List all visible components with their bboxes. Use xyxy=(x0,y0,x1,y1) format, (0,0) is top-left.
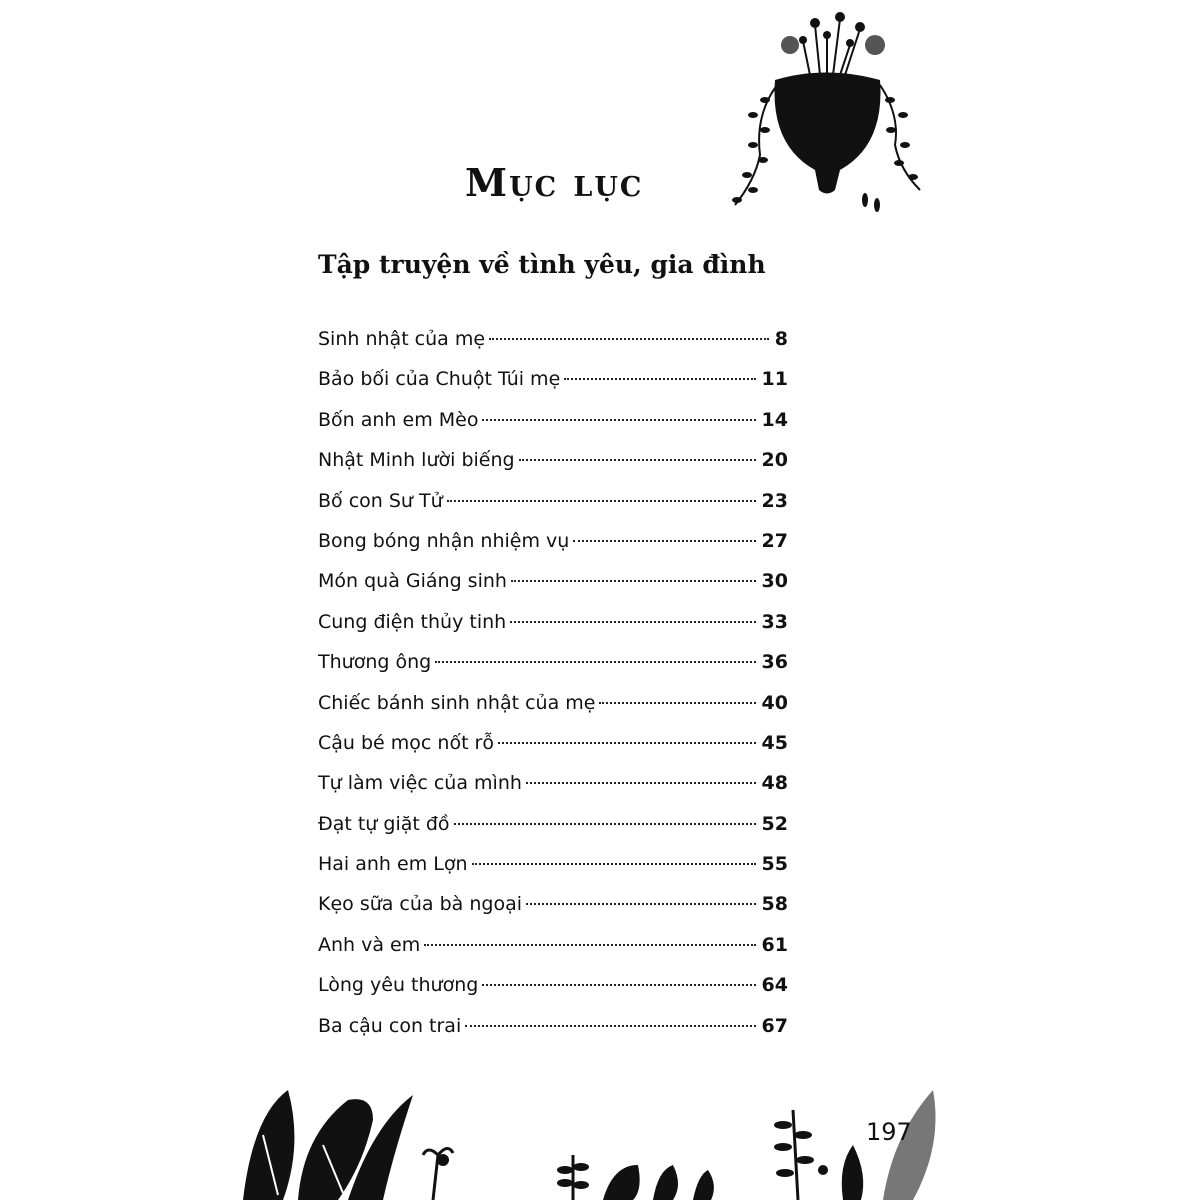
toc-entry[interactable] xyxy=(318,884,788,924)
toc-entry[interactable] xyxy=(318,319,788,359)
toc-entry-page: 11 xyxy=(761,368,788,391)
toc-entry-title: Chiếc bánh sinh nhật của mẹ xyxy=(318,691,596,714)
toc-entry[interactable] xyxy=(318,440,788,480)
dot-leader xyxy=(435,661,755,663)
dot-leader xyxy=(447,500,756,502)
page-number: 197 xyxy=(866,1118,912,1146)
dot-leader xyxy=(454,823,756,825)
toc-entry-page: 8 xyxy=(774,328,788,350)
toc-entry[interactable] xyxy=(318,844,788,884)
toc-entry-title: Thương ông xyxy=(318,651,432,674)
toc-entry-title: Kẹo sữa của bà ngoại xyxy=(318,893,522,916)
toc-entry[interactable] xyxy=(318,925,788,965)
toc-entry-page: 58 xyxy=(761,893,788,916)
page-title: Mục lục xyxy=(465,160,644,205)
dot-leader xyxy=(526,782,756,784)
dot-leader xyxy=(472,863,756,865)
toc-entry-page: 61 xyxy=(761,933,788,956)
table-of-contents xyxy=(318,319,788,1046)
toc-entry-title: Nhật Minh lười biếng xyxy=(318,449,515,472)
toc-entry-title: Lòng yêu thương xyxy=(318,974,479,997)
toc-entry-title: Anh và em xyxy=(318,933,421,956)
toc-entry-title: Bố con Sư Tử xyxy=(318,489,443,512)
toc-entry-title: Tự làm việc của mình xyxy=(318,772,522,795)
toc-entry[interactable] xyxy=(318,683,788,723)
toc-entry-title: Cậu bé mọc nốt rỗ xyxy=(318,731,494,754)
dot-leader xyxy=(482,984,755,986)
dot-leader xyxy=(424,944,755,946)
dot-leader xyxy=(465,1025,755,1027)
toc-entry[interactable] xyxy=(318,723,788,763)
toc-entry-page: 67 xyxy=(761,1014,788,1037)
dot-leader xyxy=(519,459,756,461)
toc-entry-page: 23 xyxy=(761,489,788,512)
toc-entry[interactable] xyxy=(318,642,788,682)
dot-leader xyxy=(482,419,755,421)
toc-entry-title: Ba cậu con trai xyxy=(318,1014,462,1037)
toc-entry-title: Cung điện thủy tinh xyxy=(318,610,507,633)
toc-entry[interactable] xyxy=(318,481,788,521)
dot-leader xyxy=(511,580,756,582)
toc-entry[interactable] xyxy=(318,1006,788,1046)
toc-entry-page: 55 xyxy=(761,853,788,876)
section-title: Tập truyện về tình yêu, gia đình xyxy=(318,250,766,279)
toc-entry-title: Bảo bối của Chuột Túi mẹ xyxy=(318,368,561,391)
toc-entry[interactable] xyxy=(318,965,788,1005)
toc-entry-title: Món quà Giáng sinh xyxy=(318,570,507,593)
dot-leader xyxy=(510,621,755,623)
dot-leader xyxy=(498,742,756,744)
toc-entry-page: 64 xyxy=(761,974,788,997)
toc-entry-page: 48 xyxy=(761,772,788,795)
dot-leader xyxy=(526,903,756,905)
toc-entry-page: 14 xyxy=(761,408,788,431)
toc-entry-page: 20 xyxy=(761,449,788,472)
toc-entry-page: 33 xyxy=(761,610,788,633)
toc-entry[interactable] xyxy=(318,400,788,440)
toc-entry-page: 30 xyxy=(761,570,788,593)
hanging-plant-illustration xyxy=(715,5,930,225)
toc-entry-title: Hai anh em Lợn xyxy=(318,853,468,876)
toc-entry[interactable] xyxy=(318,359,788,399)
toc-entry[interactable] xyxy=(318,602,788,642)
dot-leader xyxy=(599,702,755,704)
toc-entry[interactable] xyxy=(318,521,788,561)
toc-entry-title: Sinh nhật của mẹ xyxy=(318,328,486,350)
toc-entry-title: Bốn anh em Mèo xyxy=(318,408,479,431)
toc-entry-title: Bong bóng nhận nhiệm vụ xyxy=(318,529,570,552)
toc-entry-page: 27 xyxy=(761,529,788,552)
toc-entry-title: Đạt tự giặt đồ xyxy=(318,812,450,835)
toc-entry[interactable] xyxy=(318,804,788,844)
dot-leader xyxy=(573,540,755,542)
toc-entry-page: 36 xyxy=(761,651,788,674)
dot-leader xyxy=(564,378,755,380)
toc-entry-page: 45 xyxy=(761,731,788,754)
toc-entry[interactable] xyxy=(318,561,788,601)
foliage-illustration xyxy=(243,1075,943,1200)
toc-entry[interactable] xyxy=(318,763,788,803)
dot-leader xyxy=(489,338,769,340)
toc-entry-page: 40 xyxy=(761,691,788,714)
toc-entry-page: 52 xyxy=(761,812,788,835)
